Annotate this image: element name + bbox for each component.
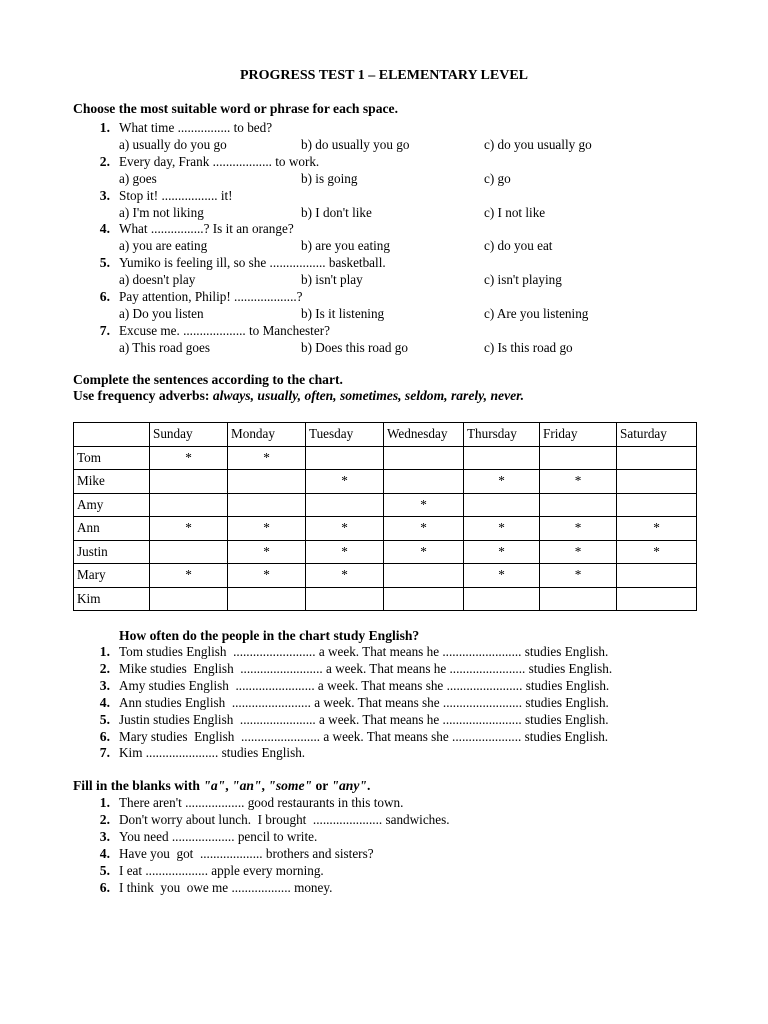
option-c: c) go — [484, 170, 511, 186]
separator: , — [261, 778, 269, 793]
adverb-list: always, usually, often, sometimes, seldom, rarely, never. — [212, 388, 525, 403]
chart-cell: * — [617, 540, 697, 564]
option-b: b) Does this road go — [301, 339, 408, 355]
sentence-text: Mike studies English ......................... a week. That means he ....................... studies English. — [119, 660, 613, 676]
option-a: a) This road goes — [119, 339, 210, 355]
chart-cell: * — [540, 540, 617, 564]
sentence-text: Mary studies English ........................ a week. That means she ..................... studies English. — [119, 728, 609, 744]
chart-cell — [228, 470, 306, 494]
chart-cell: * — [464, 564, 540, 588]
chart-cell — [306, 493, 384, 517]
question-text: Excuse me. ................... to Manchester? — [119, 322, 330, 338]
item-text: There aren't .................. good restaurants in this town. — [119, 795, 404, 810]
chart-cell — [306, 587, 384, 611]
chart-cell: * — [228, 517, 306, 541]
item-number: 1. — [99, 795, 110, 810]
student-name: Tom — [74, 446, 150, 470]
option-a: "a" — [203, 778, 226, 793]
question-number: 1. — [99, 120, 110, 135]
option-c: c) Are you listening — [484, 306, 589, 321]
student-name: Mike — [74, 470, 150, 494]
separator: , — [225, 778, 233, 793]
section2-question: How often do the people in the chart study English? — [119, 628, 420, 643]
chart-cell: * — [228, 564, 306, 588]
chart-row — [74, 564, 697, 588]
option-c: c) do you eat — [484, 238, 553, 254]
chart-cell — [464, 587, 540, 611]
chart-cell — [617, 493, 697, 517]
chart-cell: * — [228, 540, 306, 564]
sentence-number: 7. — [99, 745, 110, 761]
chart-cell — [150, 470, 228, 494]
day-header-cell: Monday — [228, 423, 306, 447]
option-any: "any" — [331, 778, 367, 793]
chart-cell — [150, 493, 228, 517]
day-header-cell: Saturday — [617, 423, 697, 447]
chart-row — [74, 587, 697, 611]
sentence-text: Justin studies English ....................... a week. That means he ........................ studies English. — [119, 711, 609, 727]
student-name: Amy — [74, 493, 150, 517]
chart-cell — [617, 446, 697, 470]
day-header-cell: Tuesday — [306, 423, 384, 447]
item-number: 3. — [99, 828, 110, 844]
chart-cell: * — [540, 517, 617, 541]
chart-cell: * — [464, 470, 540, 494]
chart-cell — [464, 493, 540, 517]
section2-subheading — [73, 388, 524, 404]
question-number: 5. — [99, 255, 110, 271]
chart-cell — [617, 587, 697, 611]
option-b: b) is going — [301, 170, 358, 186]
chart-cell: * — [464, 540, 540, 564]
section2-heading: Complete the sentences according to the chart. — [73, 372, 343, 387]
chart-cell: * — [384, 493, 464, 517]
sentence-number: 1. — [99, 644, 110, 659]
chart-cell: * — [306, 540, 384, 564]
option-b: b) do usually you go — [301, 137, 410, 152]
option-a: a) doesn't play — [119, 272, 196, 288]
chart-row — [74, 540, 697, 564]
chart-cell: * — [228, 446, 306, 470]
question-text: Every day, Frank .................. to work. — [119, 153, 320, 169]
chart-cell: * — [150, 564, 228, 588]
item-number: 4. — [99, 845, 110, 861]
question-number: 4. — [99, 221, 110, 237]
sentence-text: Kim ...................... studies English. — [119, 745, 306, 761]
item-number: 2. — [99, 811, 110, 827]
item-text: Don't worry about lunch. I brought ..................... sandwiches. — [119, 811, 450, 827]
chart-row — [74, 517, 697, 541]
chart-cell — [540, 446, 617, 470]
sentence-text: Amy studies English ........................ a week. That means she ....................... studies English. — [119, 677, 610, 693]
question-text: What time ................ to bed? — [119, 120, 273, 135]
question-text: Yumiko is feeling ill, so she ................. basketball. — [119, 255, 386, 271]
student-name: Justin — [74, 540, 150, 564]
sentence-number: 4. — [99, 694, 110, 710]
item-number: 5. — [99, 862, 110, 878]
option-c: c) I not like — [484, 204, 546, 220]
question-number: 2. — [99, 153, 110, 169]
question-text: Pay attention, Philip! ...................? — [119, 289, 303, 304]
sentence-number: 6. — [99, 728, 110, 744]
chart-cell — [228, 587, 306, 611]
day-header-cell: Sunday — [150, 423, 228, 447]
question-number: 7. — [99, 322, 110, 338]
day-header-cell: Thursday — [464, 423, 540, 447]
chart-row — [74, 493, 697, 517]
item-text: You need ................... pencil to write. — [119, 828, 318, 844]
option-b: b) Is it listening — [301, 306, 385, 321]
chart-cell — [306, 446, 384, 470]
subheading-prefix: Use frequency adverbs: — [73, 388, 213, 403]
day-header-cell: Friday — [540, 423, 617, 447]
chart-cell: * — [540, 470, 617, 494]
sentence-text: Tom studies English ......................... a week. That means he ........................ studies English. — [119, 644, 609, 659]
option-b: b) isn't play — [301, 272, 363, 288]
option-an: "an" — [232, 778, 262, 793]
chart-cell — [384, 470, 464, 494]
chart-cell — [540, 493, 617, 517]
chart-cell: * — [384, 517, 464, 541]
chart-cell — [150, 540, 228, 564]
student-name: Kim — [74, 587, 150, 611]
option-c: c) Is this road go — [484, 339, 573, 355]
chart-cell: * — [464, 517, 540, 541]
chart-cell — [384, 564, 464, 588]
option-b: b) I don't like — [301, 204, 372, 220]
student-name: Ann — [74, 517, 150, 541]
option-a: a) I'm not liking — [119, 204, 204, 220]
sentence-number: 3. — [99, 677, 110, 693]
page-title: PROGRESS TEST 1 – ELEMENTARY LEVEL — [239, 68, 528, 83]
chart-cell — [617, 564, 697, 588]
chart-cell — [228, 493, 306, 517]
day-header-cell: Wednesday — [384, 423, 464, 447]
sentence-number: 5. — [99, 711, 110, 727]
option-some: "some" — [268, 778, 313, 793]
chart-cell: * — [540, 564, 617, 588]
chart-cell: * — [306, 470, 384, 494]
item-text: I eat ................... apple every morning. — [119, 862, 324, 878]
chart-cell — [464, 446, 540, 470]
separator: or — [312, 778, 332, 793]
chart-cell: * — [306, 564, 384, 588]
option-b: b) are you eating — [301, 238, 390, 254]
option-a: a) Do you listen — [119, 306, 204, 321]
chart-cell: * — [384, 540, 464, 564]
section3-heading — [73, 778, 370, 794]
sentence-text: Ann studies English ........................ a week. That means she ........................ studies English. — [119, 694, 609, 710]
chart-header-row — [74, 423, 697, 447]
corner-cell — [74, 423, 150, 447]
frequency-chart — [73, 422, 697, 611]
chart-row — [74, 446, 697, 470]
section1-heading: Choose the most suitable word or phrase for each space. — [73, 101, 398, 116]
question-number: 3. — [99, 187, 110, 203]
chart-cell: * — [617, 517, 697, 541]
sentence-number: 2. — [99, 660, 110, 676]
question-text: What ................? Is it an orange? — [119, 221, 294, 237]
chart-cell — [384, 587, 464, 611]
question-text: Stop it! ................. it! — [119, 187, 233, 203]
student-name: Mary — [74, 564, 150, 588]
heading-prefix: Fill in the blanks with — [73, 778, 204, 793]
option-a: a) you are eating — [119, 238, 208, 254]
chart-cell — [150, 587, 228, 611]
question-number: 6. — [99, 289, 110, 304]
chart-cell: * — [306, 517, 384, 541]
option-a: a) goes — [119, 170, 157, 186]
heading-end: . — [366, 778, 371, 793]
option-c: c) do you usually go — [484, 137, 592, 152]
item-text: I think you owe me .................. money. — [119, 879, 333, 895]
chart-cell — [617, 470, 697, 494]
item-number: 6. — [99, 879, 110, 895]
option-c: c) isn't playing — [484, 272, 562, 288]
chart-cell: * — [150, 517, 228, 541]
chart-cell: * — [150, 446, 228, 470]
chart-row — [74, 470, 697, 494]
item-text: Have you got ................... brothers and sisters? — [119, 845, 374, 861]
chart-cell — [384, 446, 464, 470]
option-a: a) usually do you go — [119, 137, 227, 152]
chart-cell — [540, 587, 617, 611]
